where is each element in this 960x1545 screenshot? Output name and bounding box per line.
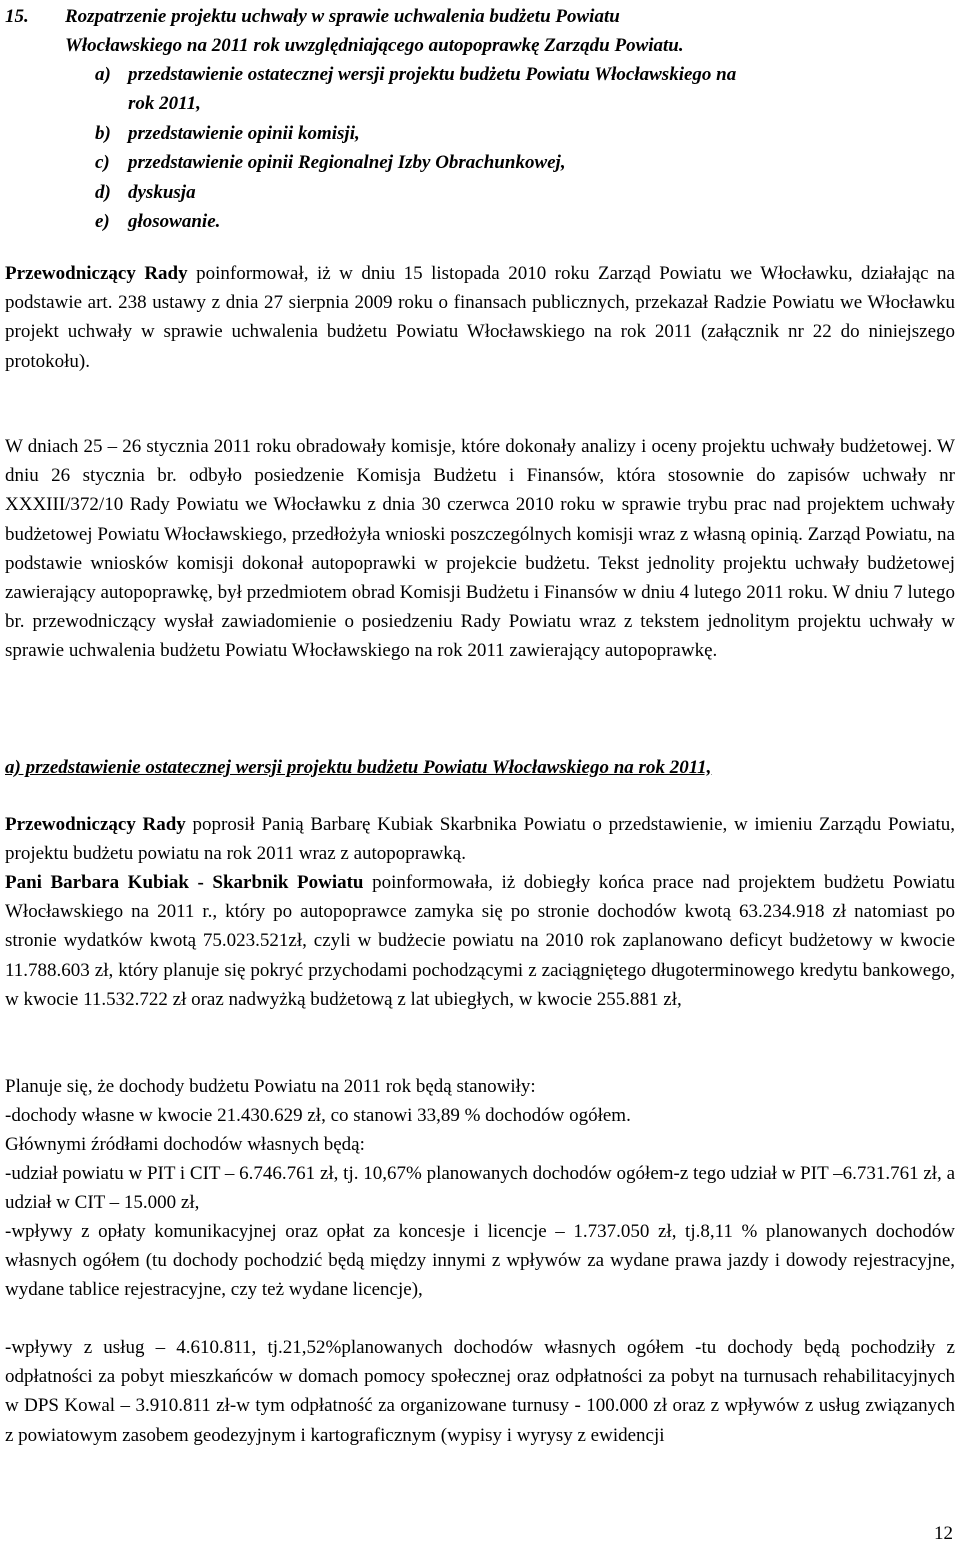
paragraph-treasurer: Pani Barbara Kubiak - Skarbnik Powiatu poinformowała, iż dobiegły końca prace nad projektem budżetu Powiatu Włocławskiego na 2011 r., który po autopoprawce zamyka się po stronie dochodów kwotą 63.234.918 zł natomiast po stronie wydatków kwotą 75.023.521zł, czyli w budżecie powiatu na 2010 rok zaplanowano deficyt budżetowy w kwocie 11.788.603 zł, który planuje się pokryć przychodami pochodzącymi z zaciągniętego długoterminowego kredytu bankowego, w kwocie 11.532.722 zł oraz nadwyżką budżetową z lat ubiegłych, w kwocie 255.881 zł,: [5, 872, 955, 1010]
agenda-item-d: d) dyskusja: [95, 181, 196, 203]
agenda-item-e: e) głosowanie.: [95, 211, 221, 233]
agenda-item-b: b) przedstawienie opinii komisji,: [95, 122, 360, 144]
section-title-line1: Rozpatrzenie projektu uchwały w sprawie uchwalenia budżetu Powiatu: [65, 6, 620, 27]
income-item-fees: -wpływy z opłaty komunikacyjnej oraz opłat za koncesje i licencje – 1.737.050 zł, tj.8,11 % planowanych dochodów własnych ogółem (tu dochody pochodzić będą między innymi z wpływów za wydane prawa jazdy i dowody rejestracyjne, wydane tablice rejestracyjne, czy też wydane licencje),: [5, 1221, 955, 1301]
income-item-services: -wpływy z usług – 4.610.811, tj.21,52%planowanych dochodów własnych ogółem -tu dochody będą pochodziły z odpłatności za pobyt mieszkańców w domach pomocy społecznej oraz odpłatności za pobyt na turnusach rehabilitacyjnych w DPS Kowal – 3.910.811 zł-w tym odpłatność za organizowane turnusy - 100.000 zł oraz z wpływów z usług związanych z powiatowym zasobem geodezyjnym i kartograficznym (wypisy i wyrysy z ewidencji: [5, 1337, 955, 1446]
paragraph-chairman-request: Przewodniczący Rady poprosił Panią Barbarę Kubiak Skarbnika Powiatu o przedstawienie, w imieniu Zarządu Powiatu, projektu budżetu powiatu na rok 2011 wraz z autopoprawką.: [5, 814, 955, 865]
speaker-name: Przewodniczący Rady: [5, 263, 188, 284]
speaker-name: Pani Barbara Kubiak - Skarbnik Powiatu: [5, 872, 364, 893]
agenda-item-c: c) przedstawienie opinii Regionalnej Izby Obrachunkowej,: [95, 152, 566, 174]
income-plan-line: Planuje się, że dochody budżetu Powiatu na 2011 rok będą stanowiły:: [5, 1076, 536, 1097]
income-item-pit-cit: -udział powiatu w PIT i CIT – 6.746.761 zł, tj. 10,67% planowanych dochodów ogółem-z tego udział w PIT –6.731.761 zł, a udział w CIT – 15.000 zł,: [5, 1163, 955, 1214]
section-heading: [5, 2, 955, 61]
speaker-name: Przewodniczący Rady: [5, 814, 186, 835]
paragraph-chairman-info: Przewodniczący Rady poinformował, iż w dniu 15 listopada 2010 roku Zarząd Powiatu we Włocławku, działając na podstawie art. 238 ustawy z dnia 27 sierpnia 2009 roku o finansach publicznych, przekazał Radzie Powiatu we Włocławku projekt uchwały w sprawie uchwalenia budżetu Powiatu Włocławskiego na rok 2011 (załącznik nr 22 do niniejszego protokołu).: [5, 263, 955, 372]
agenda-item-a: a) przedstawienie ostatecznej wersji projektu budżetu Powiatu Włocławskiego na rok 2011,: [95, 64, 737, 115]
main-sources-line: Głównymi źródłami dochodów własnych będą:: [5, 1134, 365, 1155]
section-title-line2: Włocławskiego na 2011 rok uwzględniającego autopoprawkę Zarządu Powiatu.: [65, 35, 684, 57]
page-number: 12: [934, 1523, 953, 1544]
agenda-list: [95, 60, 955, 236]
own-income-line: -dochody własne w kwocie 21.430.629 zł, co stanowi 33,89 % dochodów ogółem.: [5, 1105, 631, 1126]
subsection-heading: a) przedstawienie ostatecznej wersji projektu budżetu Powiatu Włocławskiego na rok 2011,: [5, 757, 712, 778]
section-number: 15.: [5, 6, 29, 27]
paragraph-committees: W dniach 25 – 26 stycznia 2011 roku obradowały komisje, które dokonały analizy i oceny projektu uchwały budżetowej. W dniu 26 stycznia br. odbyło posiedzenie Komisja Budżetu i Finansów, która stosownie do zapisów uchwały nr XXXIII/372/10 Rady Powiatu we Włocławku z dnia 30 czerwca 2010 roku w sprawie trybu prac nad projektem uchwały budżetowej Powiatu Włocławskiego, przedłożyła wnioski poszczególnych komisji wraz z własną opinią. Zarząd Powiatu, na podstawie wniosków komisji dokonał autopoprawki w projekcie budżetu. Tekst jednolity projektu uchwały budżetowej zawierający autopoprawkę, był przedmiotem obrad Komisji Budżetu i Finansów w dniu 4 lutego 2011 roku. W dniu 7 lutego br. przewodniczący wysłał zawiadomienie o posiedzeniu Rady Powiatu wraz z tekstem jednolitym projektu uchwały w sprawie uchwalenia budżetu Powiatu Włocławskiego na rok 2011 zawierający autopoprawkę.: [5, 436, 955, 662]
